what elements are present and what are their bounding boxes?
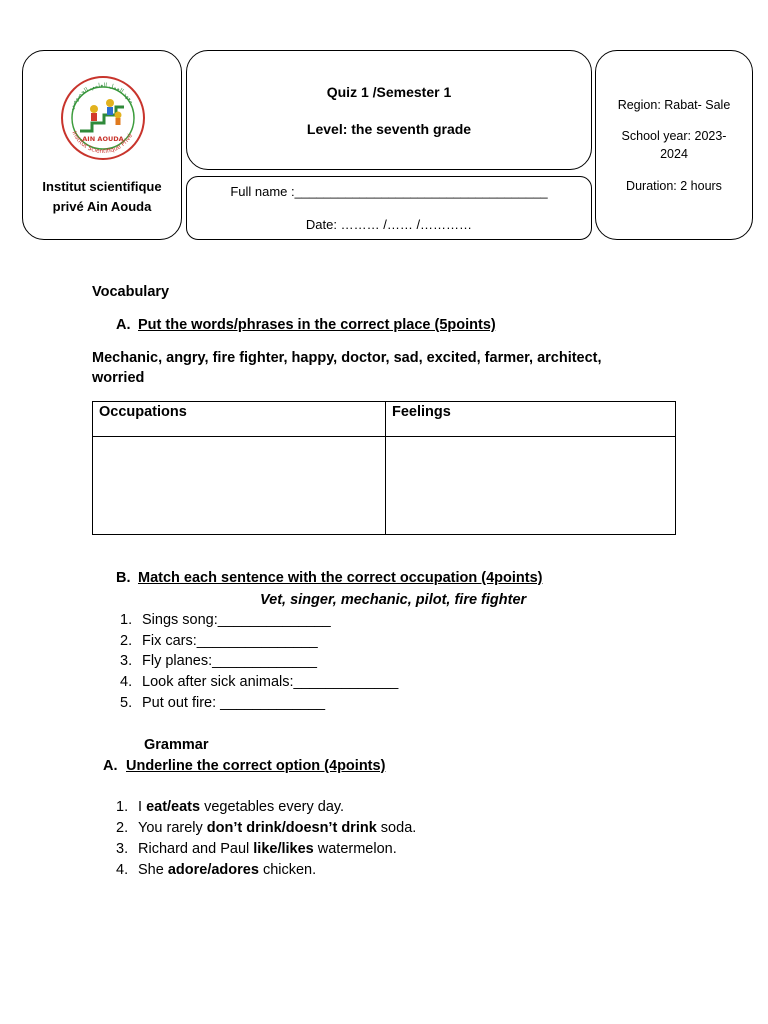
sentence-end: watermelon. <box>313 841 397 857</box>
exam-details-box <box>595 50 753 240</box>
school-logo-icon <box>60 75 146 161</box>
feelings-answer-cell[interactable] <box>386 437 676 535</box>
vocab-section-a-title: Put the words/phrases in the correct place (5points) <box>138 317 496 333</box>
list-item-number: 2. <box>116 820 129 836</box>
logo-text-top: معهد العمل العلمي الخصوصي <box>68 81 136 111</box>
list-item-number: 2. <box>120 633 133 649</box>
option-choice[interactable]: eat/eats <box>146 799 201 815</box>
table-header-feelings: Feelings <box>386 402 676 437</box>
list-item[interactable] <box>120 674 398 690</box>
list-item[interactable] <box>120 633 318 649</box>
list-item-text: Fly planes:_____________ <box>142 653 317 669</box>
sentence-start: Richard and Paul <box>138 841 254 857</box>
region-label: Region: Rabat- Sale <box>617 98 731 112</box>
list-item[interactable] <box>116 799 344 815</box>
list-item-text: Look after sick animals:_____________ <box>142 674 399 690</box>
school-year-line1: School year: 2023- <box>621 129 727 143</box>
option-choice[interactable]: don’t drink/doesn’t drink <box>206 820 377 836</box>
list-item[interactable] <box>116 862 316 878</box>
list-item-number: 1. <box>116 799 129 815</box>
list-item-text: Fix cars:_______________ <box>142 633 318 649</box>
list-item-number: 3. <box>120 653 133 669</box>
option-choice[interactable]: adore/adores <box>167 862 259 878</box>
list-item[interactable] <box>120 612 331 628</box>
list-item-number: 4. <box>116 862 129 878</box>
occupations-answer-cell[interactable] <box>93 437 386 535</box>
vocab-section-a-letter: A. <box>116 317 131 333</box>
quiz-info-box <box>186 50 592 170</box>
quiz-title: Quiz 1 /Semester 1 <box>326 84 452 100</box>
list-item-text: Sings song:______________ <box>142 612 331 628</box>
school-year-line2: 2024 <box>660 147 688 161</box>
institute-name-line1: Institut scientifique <box>42 179 162 194</box>
sentence-start: She <box>138 862 168 878</box>
sorting-table <box>92 401 676 535</box>
grammar-heading: Grammar <box>144 737 209 753</box>
vocabulary-heading: Vocabulary <box>92 284 170 300</box>
list-item-text: Put out fire: _____________ <box>142 695 326 711</box>
sentence-end: chicken. <box>258 862 317 878</box>
list-item[interactable] <box>116 841 397 857</box>
word-bank: Vet, singer, mechanic, pilot, fire fighter <box>260 592 527 608</box>
level-label: Level: the seventh grade <box>306 121 472 137</box>
student-info-box <box>186 176 592 240</box>
logo-text-bottom: Institut Scientifique Privé <box>70 130 135 156</box>
date-field[interactable]: Date: ……… /…… /………… <box>305 217 473 232</box>
option-choice[interactable]: like/likes <box>253 841 314 857</box>
list-item[interactable] <box>116 820 416 836</box>
full-name-field[interactable]: Full name :___________________________________ <box>230 184 548 199</box>
list-item-number: 3. <box>116 841 129 857</box>
list-item-number: 5. <box>120 695 133 711</box>
word-list-line2: worried <box>92 370 145 386</box>
list-item[interactable] <box>120 695 325 711</box>
institute-name-line2: privé Ain Aouda <box>52 199 152 214</box>
sentence-start: You rarely <box>138 820 207 836</box>
table-header-occupations: Occupations <box>93 402 386 437</box>
vocab-section-b-letter: B. <box>116 570 131 586</box>
grammar-section-a-letter: A. <box>103 758 118 774</box>
list-item-number: 4. <box>120 674 133 690</box>
logo-name: AIN AOUDA <box>82 135 124 143</box>
word-list-line1: Mechanic, angry, fire fighter, happy, doctor, sad, excited, farmer, architect, <box>92 350 602 366</box>
duration-label: Duration: 2 hours <box>626 179 722 193</box>
list-item-number: 1. <box>120 612 133 628</box>
list-item[interactable] <box>120 653 317 669</box>
grammar-section-a-title: Underline the correct option (4points) <box>126 758 386 774</box>
sentence-end: vegetables every day. <box>200 799 345 815</box>
sentence-end: soda. <box>376 820 417 836</box>
sentence-start: I <box>138 799 147 815</box>
institute-box <box>22 50 182 240</box>
vocab-section-b-title: Match each sentence with the correct occupation (4points) <box>138 570 543 586</box>
